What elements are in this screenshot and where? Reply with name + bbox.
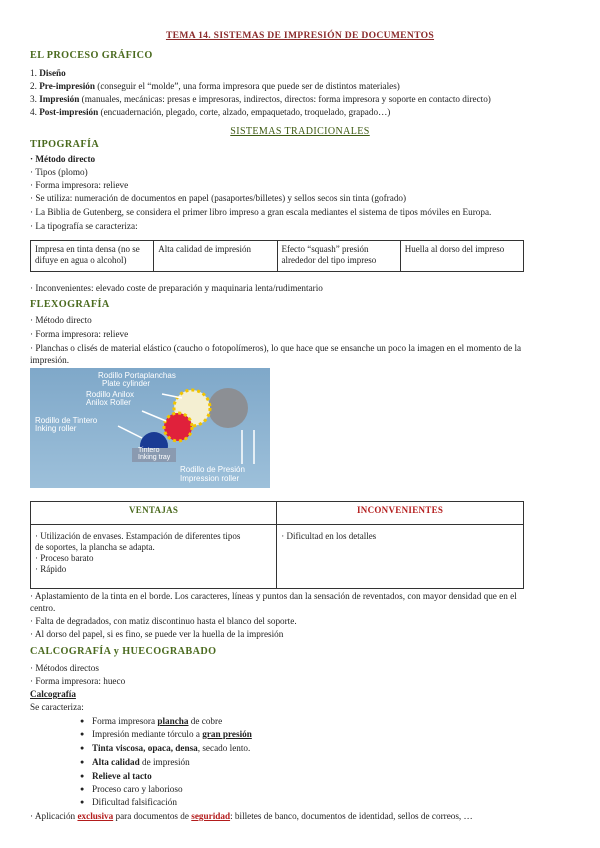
- page-title: TEMA 14. SISTEMAS DE IMPRESIÓN DE DOCUMENTOS: [165, 30, 435, 41]
- proceso-item-1: 1. Diseño: [30, 68, 66, 78]
- table-cell: Impresa en tinta densa (no se difuye en agua o alcohol): [31, 241, 154, 272]
- flexografia-table: [30, 501, 524, 589]
- ventaja-line: de soportes, la plancha se adapta.: [35, 542, 155, 552]
- heading-proceso: EL PROCESO GRÁFICO: [30, 50, 153, 61]
- calcografia-line: · Métodos directos: [30, 663, 99, 673]
- ventaja-line: · Proceso barato: [35, 553, 94, 563]
- label-tray-2: Inking tray: [138, 454, 171, 461]
- label-plate-1: Rodillo Portaplanchas: [98, 371, 176, 380]
- tipografia-table: [30, 240, 524, 272]
- table-cell: Alta calidad de impresión: [154, 241, 277, 272]
- impression-roller-shape: [208, 388, 248, 428]
- ventaja-line: · Rápido: [35, 564, 67, 574]
- flexografia-after: · Falta de degradados, con matiz discontinuo hasta el blanco del soporte.: [30, 616, 297, 626]
- calcografia-bullet: ● Alta calidad de impresión: [92, 756, 190, 768]
- label-press-2: Impression roller: [180, 474, 240, 483]
- tipografia-line: · La tipografía se caracteriza:: [30, 221, 138, 231]
- flexografia-line: · Forma impresora: relieve: [30, 329, 129, 339]
- table-cell: Huella al dorso del impreso: [400, 241, 523, 272]
- label-tray-1: Tintero: [138, 447, 160, 454]
- tipografia-line: · La Biblia de Gutenberg, se considera el primer libro impreso a gran escala mediantes el sistema de tipos móviles en Europa.: [30, 207, 492, 217]
- calcografia-bullet: ● Proceso caro y laborioso: [92, 783, 183, 795]
- label-anilox-1: Rodillo Anilox: [86, 390, 135, 399]
- label-tintero-1: Rodillo de Tintero: [35, 416, 98, 425]
- calcografia-line: · Forma impresora: hueco: [30, 676, 126, 686]
- flexografia-after: · Aplastamiento de la tinta en el borde. Los caracteres, líneas y puntos dan la sensación de reventados, con mayor densidad que en el: [30, 591, 517, 601]
- flexography-diagram: [30, 368, 270, 488]
- calcografia-aplicacion: · Aplicación exclusiva para documentos de seguridad: billetes de banco, documentos de identidad, sellos de correos, …: [30, 811, 473, 821]
- inconvenientes-cell: [277, 525, 524, 589]
- heading-sistemas-tradicionales: SISTEMAS TRADICIONALES: [230, 126, 370, 137]
- flexografia-line: impresión.: [30, 355, 70, 365]
- calcografia-bullet: ● Tinta viscosa, opaca, densa, secado lento.: [92, 742, 250, 754]
- tipografia-line: · Se utiliza: numeración de documentos en papel (pasaportes/billetes) y sellos secos sin tinta (gofrado): [30, 193, 407, 203]
- anilox-roller-shape: [164, 413, 192, 441]
- label-tintero-2: Inking roller: [35, 424, 77, 433]
- heading-tipografia: TIPOGRAFÍA: [30, 139, 100, 150]
- calcografia-bullet: ● Relieve al tacto: [92, 770, 152, 782]
- tipografia-line: · Tipos (plomo): [30, 167, 88, 177]
- flexografia-line: · Método directo: [30, 315, 92, 325]
- inconvenientes-header: INCONVENIENTES: [277, 502, 524, 525]
- calcografia-bullet: ● Forma impresora plancha de cobre: [92, 715, 222, 727]
- flexografia-after: centro.: [30, 603, 56, 613]
- heading-flexografia: FLEXOGRAFÍA: [30, 299, 110, 310]
- label-press-1: Rodillo de Presión: [180, 465, 245, 474]
- ventajas-header: VENTAJAS: [31, 502, 277, 525]
- calcografia-bullet: ● Impresión mediante tórculo a gran presión: [92, 728, 252, 740]
- tipografia-inconvenientes: · Inconvenientes: elevado coste de preparación y maquinaria lenta/rudimentario: [30, 283, 323, 293]
- tipografia-line: · Forma impresora: relieve: [30, 180, 129, 190]
- calcografia-intro: Se caracteriza:: [30, 702, 84, 712]
- heading-calcografia: CALCOGRAFÍA y HUECOGRABADO: [30, 646, 217, 657]
- label-anilox-2: Anilox Roller: [86, 398, 131, 407]
- proceso-item-4: 4. Post-impresión (encuadernación, plegado, corte, alzado, empaquetado, troquelado, grapado…): [30, 107, 391, 117]
- label-plate-2: Plate cylinder: [102, 379, 151, 388]
- inconveniente-line: · Dificultad en los detalles: [281, 531, 377, 541]
- tipografia-line: · Método directo: [30, 154, 96, 164]
- ventaja-line: · Utilización de envases. Estampación de diferentes tipos: [35, 531, 241, 541]
- calcografia-bullet: ● Dificultad falsificación: [92, 796, 177, 808]
- calcografia-subheading: Calcografía: [30, 689, 76, 699]
- ventajas-cell: [31, 525, 277, 589]
- proceso-item-2: 2. Pre-impresión (conseguir el “molde”, una forma impresora que puede ser de distintos materiales): [30, 81, 400, 91]
- flexografia-after: · Al dorso del papel, si es fino, se puede ver la huella de la impresión: [30, 629, 284, 639]
- table-cell: Efecto “squash” presión alrededor del tipo impreso: [277, 241, 400, 272]
- proceso-item-3: 3. Impresión (manuales, mecánicas: presas e impresoras, indirectos, directos: forma impresora y soporte en contacto directo): [30, 94, 491, 104]
- flexografia-line: · Planchas o clisés de material elástico (caucho o fotopolímeros), lo que hace que se ensanche un poco la imagen en el momento de la: [30, 343, 522, 353]
